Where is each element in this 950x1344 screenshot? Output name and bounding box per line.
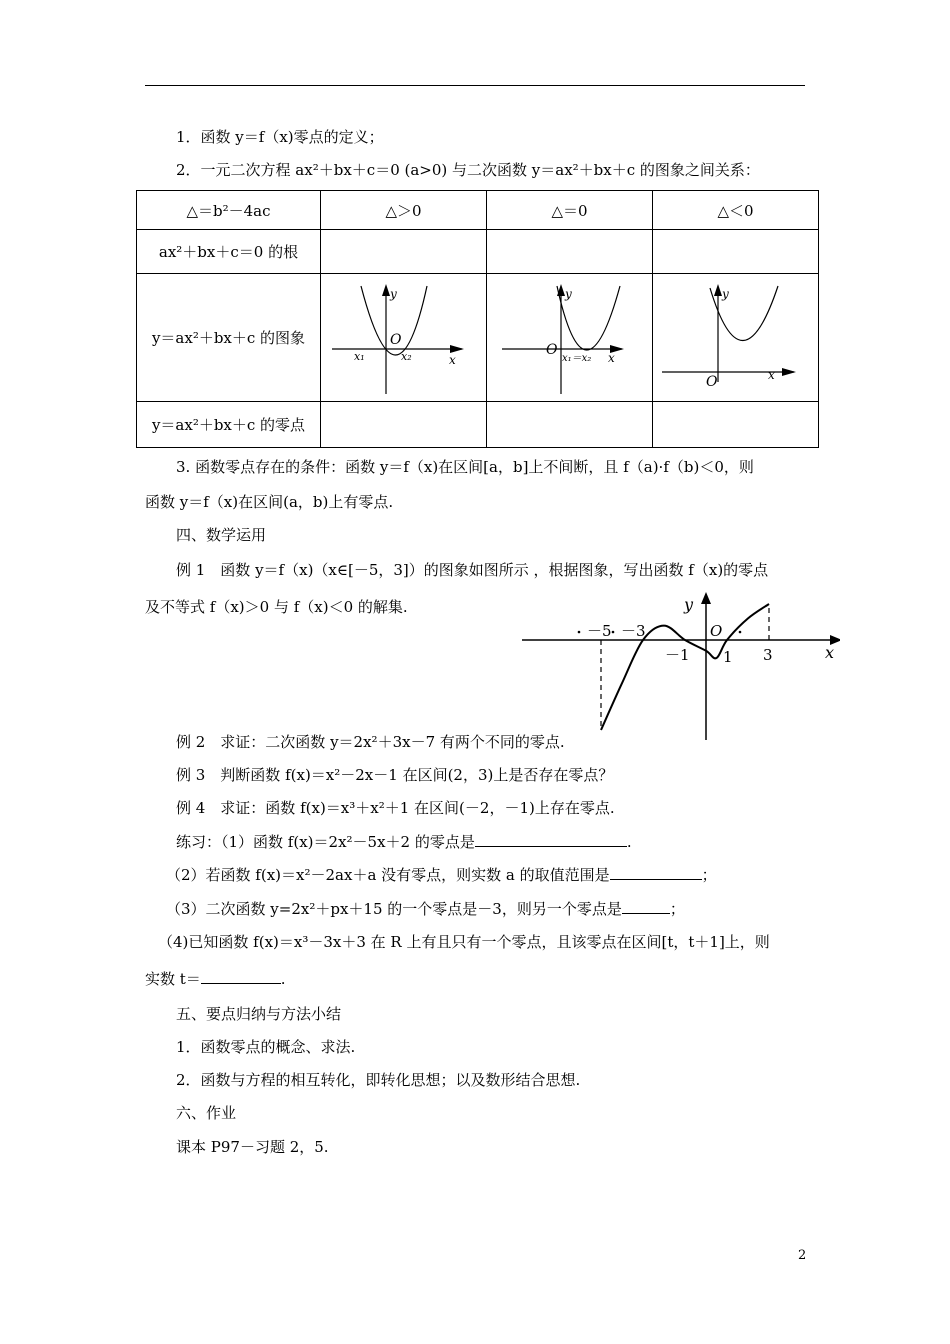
double-root-label: x₁＝x₂ [561,352,591,364]
table-row-graph-label: y＝ax²＋bx＋c 的图象 [137,274,321,402]
y-axis-label: y [721,286,729,301]
axis-dot [578,631,581,634]
tick-label-1: 1 [723,648,733,666]
x-axis-label: x [448,352,456,367]
origin-label: O [705,373,717,390]
example-2: 例 2 求证：二次函数 y＝2x²＋3x－7 有两个不同的零点. [176,733,565,751]
tick-label-minus-5: －5 [587,622,612,640]
section-heading-math-application: 四、数学运用 [176,526,267,544]
parabola-double-root-graph [490,276,650,400]
table-cell-empty [487,230,653,274]
graph-cell-two-roots [321,274,487,402]
line-zero-existence-conclusion: 函数 y＝f（x)在区间(a，b)上有零点. [145,493,394,511]
page-number: 2 [798,1248,807,1263]
y-axis-label: y [684,595,694,614]
x-axis-label: x [607,350,615,365]
practice-3 [166,899,685,919]
answer-blank-3[interactable] [622,899,670,914]
parabola-two-roots-graph [324,276,484,400]
table-header-positive: △＞0 [321,191,487,230]
quadratic-table [136,190,819,448]
tick-label-3: 3 [763,646,773,664]
line-zero-definition: 1．函数 y＝f（x)零点的定义； [176,128,384,146]
tick-label-minus-1: －1 [665,646,690,664]
y-axis-label: y [389,286,397,301]
x-axis-label: x [767,367,775,382]
practice-2 [166,865,717,885]
origin-label: O [710,622,723,640]
practice-1-text: 练习：（1）函数 f(x)＝2x²－5x＋2 的零点是 [176,833,475,851]
origin-label: O [389,331,401,348]
root-x1-label: x₁ [353,349,365,363]
table-row-roots-label: ax²＋bx＋c＝0 的根 [137,230,321,274]
example-1-line-b: 及不等式 f（x)＞0 与 f（x)＜0 的解集. [145,598,408,616]
section-heading-summary: 五、要点归纳与方法小结 [176,1005,342,1023]
table-row-zeros-label: y＝ax²＋bx＋c 的零点 [137,402,321,448]
table-cell-empty [653,402,819,448]
practice-3-end: ； [669,900,685,918]
line-zero-existence-condition: 3. 函数零点存在的条件：函数 y＝f（x)在区间[a，b]上不间断，且 f（a)·f（b)＜0，则 [176,458,754,476]
practice-4-line-b [145,969,286,989]
table-cell-empty [321,230,487,274]
table-header-zero: △＝0 [487,191,653,230]
table-header-negative: △＜0 [653,191,819,230]
line-quadratic-relation: 2．一元二次方程 ax²＋bx＋c＝0 (a>0) 与二次函数 y＝ax²＋bx＋c 的图象之间关系： [176,161,760,179]
practice-2-text: （2）若函数 f(x)＝x²－2ax＋a 没有零点，则实数 a 的取值范围是 [166,866,610,884]
practice-4-text: 实数 t＝ [145,970,201,988]
practice-4-end: . [280,970,286,988]
graph-cell-no-root [653,274,819,402]
y-axis-label: y [564,286,572,301]
example-3: 例 3 判断函数 f(x)＝x²－2x－1 在区间(2，3)上是否存在零点？ [176,766,614,784]
answer-blank-1[interactable] [475,832,627,847]
table-cell-empty [487,402,653,448]
table-cell-empty [321,402,487,448]
parabola-no-root-graph [656,276,816,400]
practice-2-end: ； [701,866,717,884]
header-rule [145,85,805,86]
table-header-discriminant: △＝b²－4ac [137,191,321,230]
practice-1-end: . [626,833,632,851]
practice-1 [176,832,632,852]
section-heading-homework: 六、作业 [176,1104,237,1122]
graph-cell-double-root [487,274,653,402]
homework-text: 课本 P97－习题 2，5. [176,1138,329,1156]
practice-4-line-a: （4)已知函数 f(x)＝x³－3x＋3 在 R 上有且只有一个零点，且该零点在区间[t，t＋1]上，则 [158,933,770,951]
summary-item-2: 2．函数与方程的相互转化，即转化思想；以及数形结合思想. [176,1071,581,1089]
practice-3-text: （3）二次函数 y=2x²＋px＋15 的一个零点是－3，则另一个零点是 [166,900,622,918]
y-axis-arrow [701,592,711,604]
example-1-line-a: 例 1 函数 y＝f（x)（x∈[－5，3]）的图象如图所示 ，根据图象，写出函数 f（x)的零点 [176,561,769,579]
example-4: 例 4 求证：函数 f(x)＝x³＋x²＋1 在区间(－2，－1)上存在零点. [176,799,615,817]
answer-blank-2[interactable] [610,865,702,880]
answer-blank-4[interactable] [201,969,281,984]
axis-dot [739,631,742,634]
tick-label-minus-3: －3 [621,622,646,640]
root-x2-label: x₂ [400,349,412,363]
table-cell-empty [653,230,819,274]
summary-item-1: 1．函数零点的概念、求法. [176,1038,356,1056]
example-1-function-graph [520,588,840,748]
origin-label: O [545,341,557,358]
axis-dot [612,631,615,634]
x-axis-label: x [825,643,835,662]
